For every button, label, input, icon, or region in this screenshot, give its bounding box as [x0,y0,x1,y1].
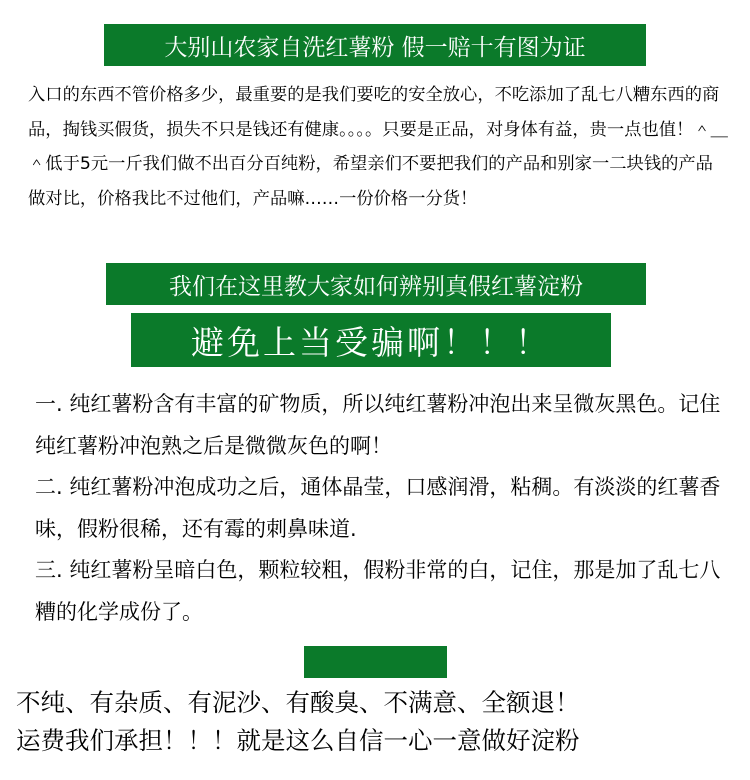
footer-line-2: 运费我们承担！！！就是这么自信一心一意做好淀粉 [16,726,580,755]
warning-text: 避免上当受骗啊！！！ [191,322,551,362]
top-title-banner [104,24,646,66]
warning-banner [131,313,611,367]
tip-item-2: 二. 纯红薯粉冲泡成功之后，通体晶莹，口感润滑，粘稠。有淡淡的红薯香味，假粉很稀，还有霉的刺鼻味道. [35,475,721,541]
tip-item-1: 一. 纯红薯粉含有丰富的矿物质，所以纯红薯粉冲泡出来呈微灰黑色。记住纯红薯粉冲泡熟之后是微微灰色的啊！ [35,392,721,458]
green-divider-block [304,646,447,678]
identify-heading-banner [106,263,646,305]
identify-heading-text: 我们在这里教大家如何辨别真假红薯淀粉 [169,273,583,300]
intro-paragraph: 入口的东西不管价格多少，最重要的是我们要吃的安全放心，不吃添加了乱七八糟东西的商品，掏钱买假货，损失不只是钱还有健康。。。。只要是正品，对身体有益，贵一点也值！＾＿＾低于5元一斤我们做不出百分百纯粉，希望亲们不要把我们的产品和别家一二块钱的产品做对比，价格我比不过他们，产品嘛……一份价格一分货！ [28,85,728,209]
tips-list [35,384,725,633]
top-title-text: 大别山农家自洗红薯粉 假一赔十有图为证 [164,34,586,61]
footer-line-1: 不纯、有杂质、有泥沙、有酸臭、不满意、全额退！ [16,688,580,717]
footer-guarantee [16,684,746,760]
tip-item-3: 三. 纯红薯粉呈暗白色，颗粒较粗，假粉非常的白，记住，那是加了乱七八糟的化学成份了。 [35,558,721,624]
